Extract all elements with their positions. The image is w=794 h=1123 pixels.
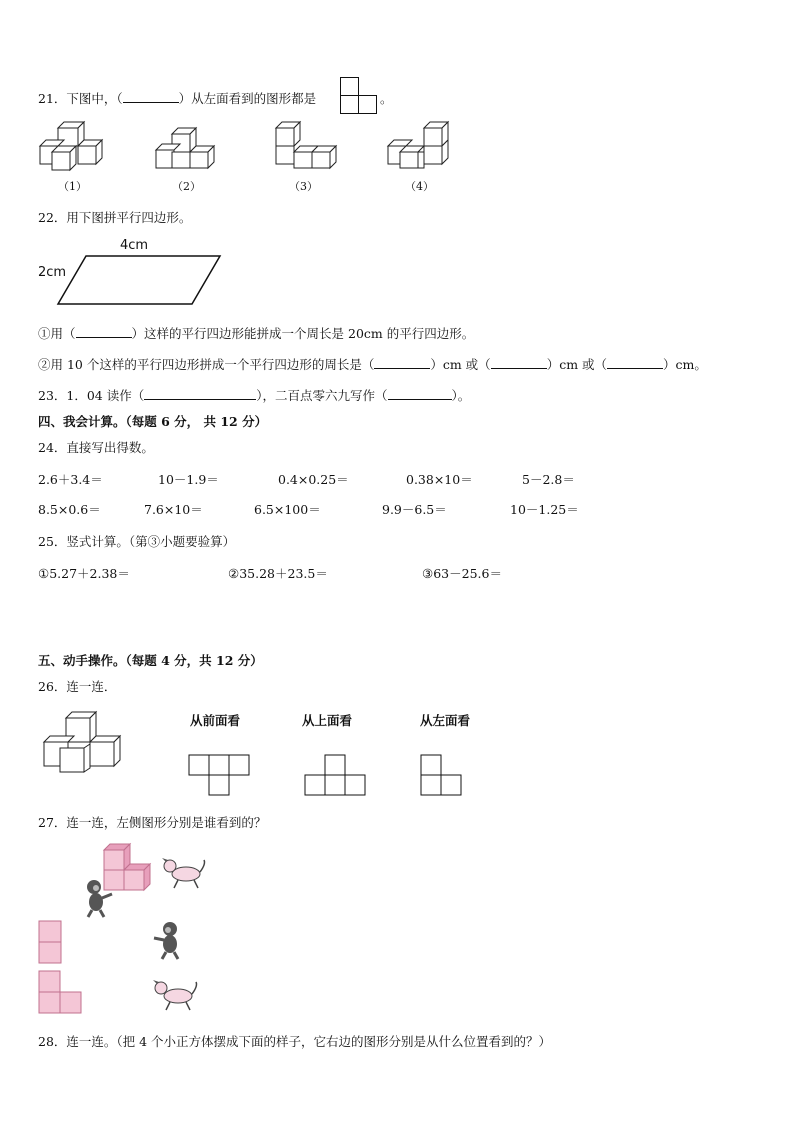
q22-top-label: 4cm <box>120 238 149 253</box>
q22-blank-1[interactable] <box>76 325 132 338</box>
q24-r2-c3: 6.5×100＝ <box>254 502 321 517</box>
q25-item-2: ②35.28＋23.5＝ <box>228 566 328 581</box>
section5-title: 五、动手操作。（每题 4 分，共 12 分） <box>38 653 263 668</box>
q23-c: ）。 <box>451 388 471 403</box>
q22-title: 22．用下图拼平行四边形。 <box>38 210 192 225</box>
q21-figure-4 <box>386 120 456 172</box>
q28-title: 28．连一连。（把 4 个小正方体摆成下面的样子，它右边的图形分别是从什么位置看到的？） <box>38 1034 552 1049</box>
q26-title: 26．连一连． <box>38 679 117 694</box>
q21-end: 。 <box>380 91 393 106</box>
q22-blank-3[interactable] <box>491 356 547 369</box>
q21-suffix: ）从左面看到的图形都是 <box>178 91 317 106</box>
q22-blank-4[interactable] <box>607 356 663 369</box>
q21-label-4: （4） <box>405 180 434 193</box>
q22-line2-c: ）cm 或（ <box>546 357 608 372</box>
q21-figure-3 <box>272 120 342 172</box>
q24-title: 24．直接写出得数。 <box>38 440 154 455</box>
q24-r1-c5: 5－2.8＝ <box>522 472 575 487</box>
q21-number: 21． <box>38 91 67 106</box>
q21-label-2: （2） <box>172 180 201 193</box>
q23-a: 23．1．04 读作（ <box>38 388 145 403</box>
q26-view-front-figure <box>188 754 252 798</box>
q26-view-front: 从前面看 <box>190 713 241 728</box>
q24-r1-c3: 0.4×0.25＝ <box>278 472 349 487</box>
dog-icon <box>150 976 200 1012</box>
q27-shape-b <box>38 970 86 1016</box>
q22-side-label: 2cm <box>38 265 67 280</box>
q24-r2-c1: 8.5×0.6＝ <box>38 502 101 517</box>
q23-line <box>38 386 470 404</box>
q21-label-3: （3） <box>289 180 318 193</box>
monkey-icon <box>152 920 188 960</box>
q22-line1-b: ）这样的平行四边形能拼成一个周长是 20cm 的平行四边形。 <box>131 326 475 341</box>
q22-line2 <box>38 355 707 373</box>
q22-line1 <box>38 324 474 342</box>
q22-line2-a: ②用 10 个这样的平行四边形拼成一个平行四边形的周长是（ <box>38 357 375 372</box>
q24-r1-c1: 2.6＋3.4＝ <box>38 472 103 487</box>
q23-blank-2[interactable] <box>388 387 452 400</box>
q25-title: 25．竖式计算。（第③小题要验算） <box>38 534 236 549</box>
q26-view-left-figure <box>420 754 464 798</box>
q21-answer-blank[interactable] <box>123 90 179 103</box>
q22-line1-a: ①用（ <box>38 326 76 341</box>
q26-view-top: 从上面看 <box>302 713 353 728</box>
q23-blank-1[interactable] <box>144 387 256 400</box>
q24-r2-c5: 10－1.25＝ <box>510 502 579 517</box>
q24-r1-c4: 0.38×10＝ <box>406 472 473 487</box>
q21-figure-1 <box>38 120 108 172</box>
q21-label-1: （1） <box>58 180 87 193</box>
q22-line2-b: ）cm 或（ <box>430 357 491 372</box>
q24-r1-c2: 10－1.9＝ <box>158 472 219 487</box>
parallelogram-figure <box>56 254 226 306</box>
q23-b: ），二百点零六九写作（ <box>256 388 388 403</box>
q27-title: 27．连一连，左侧图形分别是谁看到的？ <box>38 815 267 830</box>
q21-left-view-figure <box>340 77 380 115</box>
monkey-icon <box>80 878 116 918</box>
q24-r2-c4: 9.9－6.5＝ <box>382 502 447 517</box>
q22-line2-d: ）cm。 <box>663 357 707 372</box>
q26-view-top-figure <box>304 754 368 798</box>
q22-blank-2[interactable] <box>374 356 430 369</box>
q25-item-3: ③63－25.6＝ <box>422 566 502 581</box>
q26-view-left: 从左面看 <box>420 713 471 728</box>
q25-item-1: ①5.27＋2.38＝ <box>38 566 130 581</box>
section4-title: 四、我会计算。（每题 6 分， 共 12 分） <box>38 414 268 429</box>
q26-cube-figure <box>40 710 126 776</box>
q21-figure-2 <box>152 120 222 172</box>
q24-r2-c2: 7.6×10＝ <box>144 502 203 517</box>
q21-prefix: 下图中，（ <box>66 91 123 106</box>
dog-icon <box>160 854 208 890</box>
q21-question <box>38 89 316 107</box>
q27-shape-a <box>38 920 64 966</box>
